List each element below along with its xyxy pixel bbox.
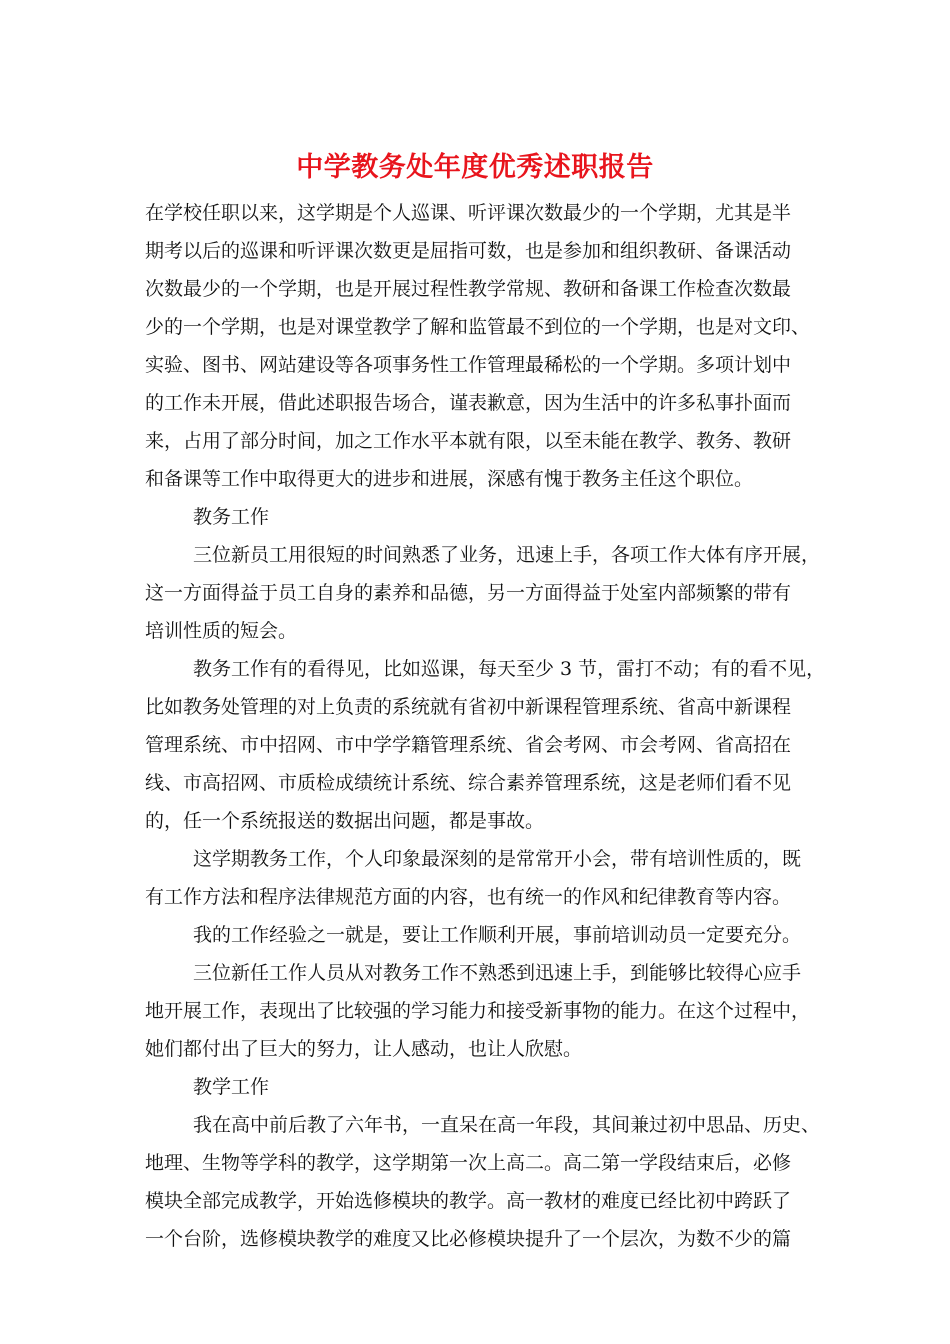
text-line: 三位新任工作人员从对教务工作不熟悉到迅速上手，到能够比较得心应手 [193,962,802,984]
text-line: 的，任一个系统报送的数据出问题，都是事故。 [145,810,545,832]
text-line: 在学校任职以来，这学期是个人巡课、听评课次数最少的一个学期，尤其是半 [145,202,792,224]
text-line: 地开展工作，表现出了比较强的学习能力和接受新事物的能力。在这个过程中， [145,1000,811,1022]
text-line: 模块全部完成教学，开始选修模块的教学。高一教材的难度已经比初中跨跃了 [145,1190,792,1212]
text-line: 一个台阶，选修模块教学的难度又比必修模块提升了一个层次，为数不少的篇 [145,1228,792,1250]
text-line: 来，占用了部分时间，加之工作水平本就有限，以至未能在教学、教务、教研 [145,430,792,452]
text-line: 我在高中前后教了六年书，一直呆在高一年段，其间兼过初中思品、历史、 [193,1114,821,1136]
text-line: 这学期教务工作，个人印象最深刻的是常常开小会，带有培训性质的，既 [193,848,802,870]
text-line: 比如教务处管理的对上负责的系统就有省初中新课程管理系统、省高中新课程 [145,696,792,718]
text-line: 我的工作经验之一就是，要让工作顺利开展，事前培训动员一定要充分。 [193,924,802,946]
text-line: 期考以后的巡课和听评课次数更是屈指可数，也是参加和组织教研、备课活动 [145,240,792,262]
text-line: 地理、生物等学科的教学，这学期第一次上高二。高二第一学段结束后，必修 [145,1152,792,1174]
text-line: 和备课等工作中取得更大的进步和进展，深感有愧于教务主任这个职位。 [145,468,754,490]
text-line: 的工作未开展，借此述职报告场合，谨表歉意，因为生活中的许多私事扑面而 [145,392,792,414]
text-line: 少的一个学期，也是对课堂教学了解和监管最不到位的一个学期，也是对文印、 [145,316,811,338]
text-line: 管理系统、市中招网、市中学学籍管理系统、省会考网、市会考网、省高招在 [145,734,792,756]
text-line: 三位新员工用很短的时间熟悉了业务，迅速上手，各项工作大体有序开展， [193,544,821,566]
text-line: 培训性质的短会。 [145,620,298,642]
document-title: 中学教务处年度优秀述职报告 [296,152,654,183]
text-line: 有工作方法和程序法律规范方面的内容，也有统一的作风和纪律教育等内容。 [145,886,792,908]
section-heading: 教务工作 [193,506,270,528]
text-line: 她们都付出了巨大的努力，让人感动，也让人欣慰。 [145,1038,583,1060]
text-line: 这一方面得益于员工自身的素养和品德，另一方面得益于处室内部频繁的带有 [145,582,792,604]
text-line: 线、市高招网、市质检成绩统计系统、综合素养管理系统，这是老师们看不见 [145,772,792,794]
text-line: 次数最少的一个学期，也是开展过程性教学常规、教研和备课工作检查次数最 [145,278,792,300]
text-line: 教务工作有的看得见，比如巡课，每天至少 3 节，雷打不动；有的看不见， [193,658,826,680]
section-heading: 教学工作 [193,1076,270,1098]
text-line: 实验、图书、网站建设等各项事务性工作管理最稀松的一个学期。多项计划中 [145,354,792,376]
